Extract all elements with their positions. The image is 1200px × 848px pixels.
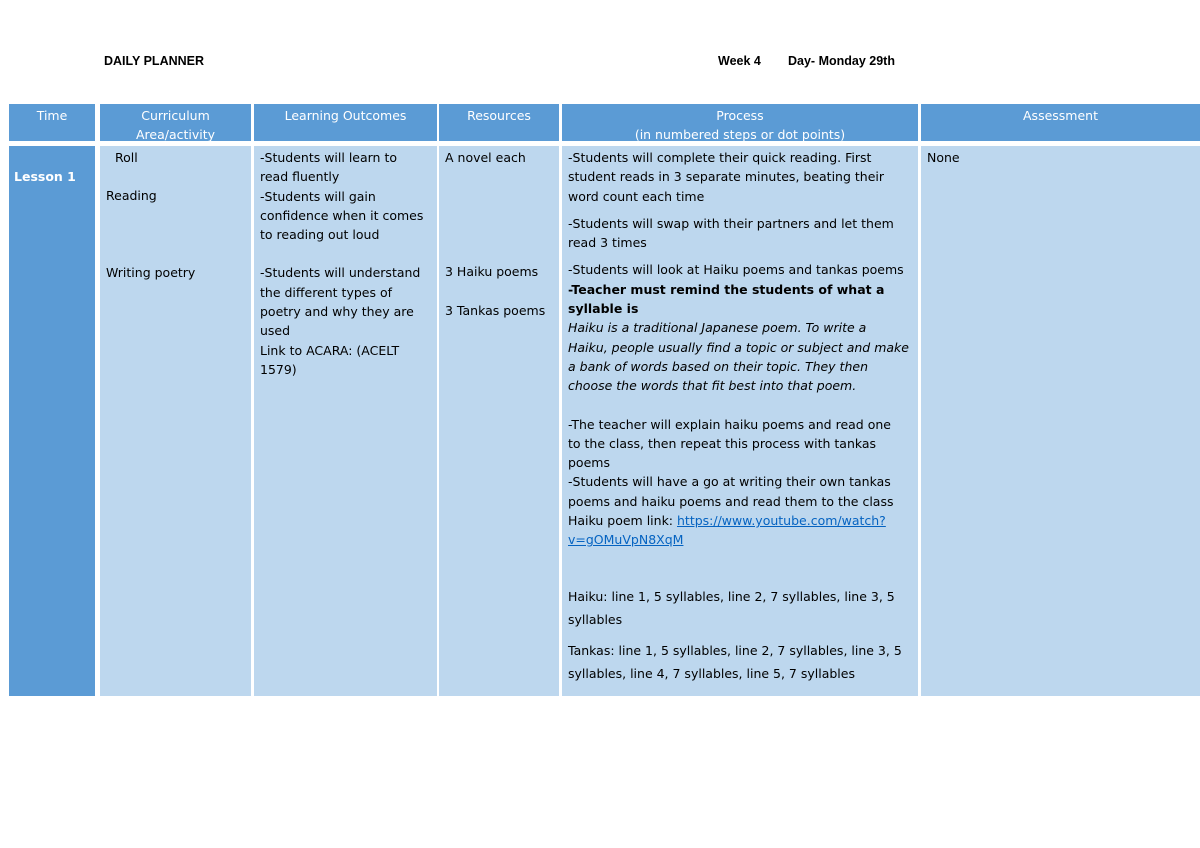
haiku-link-label: Haiku poem link: [568,513,677,529]
process-line: choose the words that fit best into that poem. [568,378,857,394]
outcome-line: used [260,323,291,339]
curriculum-writing: Writing poetry [106,264,196,280]
planner-title: DAILY PLANNER [104,54,205,68]
column-header-curriculum [100,104,251,141]
process-line: syllables, line 4, 7 syllables, line 5, 7 syllables [568,665,855,681]
process-line: poems and haiku poems and read them to the class [568,493,894,509]
process-line: syllables [568,611,623,627]
process-line: word count each time [568,188,705,204]
outcome-line: read fluently [260,169,340,185]
outcome-line: -Students will learn to [260,150,398,165]
column-header-curriculum-line2: Area/activity [135,127,216,142]
process-line: poems [568,455,610,471]
time-cell [9,146,95,696]
assessment-cell [921,146,1200,696]
process-line: student reads in 3 separate minutes, beating their [568,169,885,185]
process-line: -Students will complete their quick reading. First [568,150,872,165]
outcome-line: -Students will understand [260,265,421,281]
outcome-line: poetry and why they are [260,304,414,320]
process-line: to the class, then repeat this process with tankas [568,435,877,451]
process-line: Haiku: line 1, 5 syllables, line 2, 7 syllables, line 3, 5 [568,588,895,604]
process-line: syllable is [568,301,639,317]
haiku-video-link[interactable]: https://www.youtube.com/watch? [677,513,886,529]
column-header-process-line2: (in numbered steps or dot points) [634,127,846,142]
curriculum-reading: Reading [106,188,157,204]
process-line: -The teacher will explain haiku poems and read one [568,416,891,432]
column-header-process-line1: Process [716,108,764,123]
column-header-process [562,104,918,141]
day-label: Day- Monday 29th [788,54,895,68]
resource-haiku: 3 Haiku poems [445,264,539,280]
process-line: -Students will look at Haiku poems and tankas poems [568,262,904,278]
column-header-time [9,104,95,141]
process-line: -Students will have a go at writing their own tankas [568,474,891,490]
outcome-line: the different types of [260,284,393,300]
process-cell [562,146,918,696]
outcomes-cell [254,146,437,696]
column-header-outcomes-label: Learning Outcomes [284,108,407,123]
resource-tankas: 3 Tankas poems [445,302,546,318]
resources-cell [439,146,559,696]
haiku-video-link-cont[interactable]: v=gOMuVpN8XqM [568,532,684,548]
column-header-curriculum-line1: Curriculum [141,108,210,123]
column-header-resources [439,104,559,141]
column-header-resources-label: Resources [467,108,531,123]
week-label: Week 4 [718,54,761,68]
outcome-line: -Students will gain [260,188,376,204]
outcome-line: Link to ACARA: (ACELT [260,342,400,358]
haiku-link-line [568,511,912,530]
column-header-assessment [921,104,1200,141]
outcome-line: to reading out loud [260,227,380,243]
column-header-assessment-label: Assessment [1023,108,1098,123]
column-header-time-label: Time [36,108,68,123]
process-line: Haiku, people usually find a topic or subject and make [568,339,909,355]
curriculum-cell [100,146,251,696]
process-line: Haiku is a traditional Japanese poem. To write a [568,320,867,336]
outcome-line: confidence when it comes [260,207,424,223]
process-line: Tankas: line 1, 5 syllables, line 2, 7 syllables, line 3, 5 [568,642,902,658]
assessment-value: None [927,150,960,165]
process-line: read 3 times [568,235,647,251]
outcome-line: 1579) [260,361,297,377]
process-line: -Teacher must remind the students of what a [568,281,885,297]
resource-novel: A novel each [445,150,526,165]
process-line: a bank of words based on their topic. They then [568,358,868,374]
process-line: -Students will swap with their partners and let them [568,215,894,231]
curriculum-roll: Roll [115,150,138,165]
lesson-label: Lesson 1 [14,169,76,184]
column-header-outcomes [254,104,437,141]
